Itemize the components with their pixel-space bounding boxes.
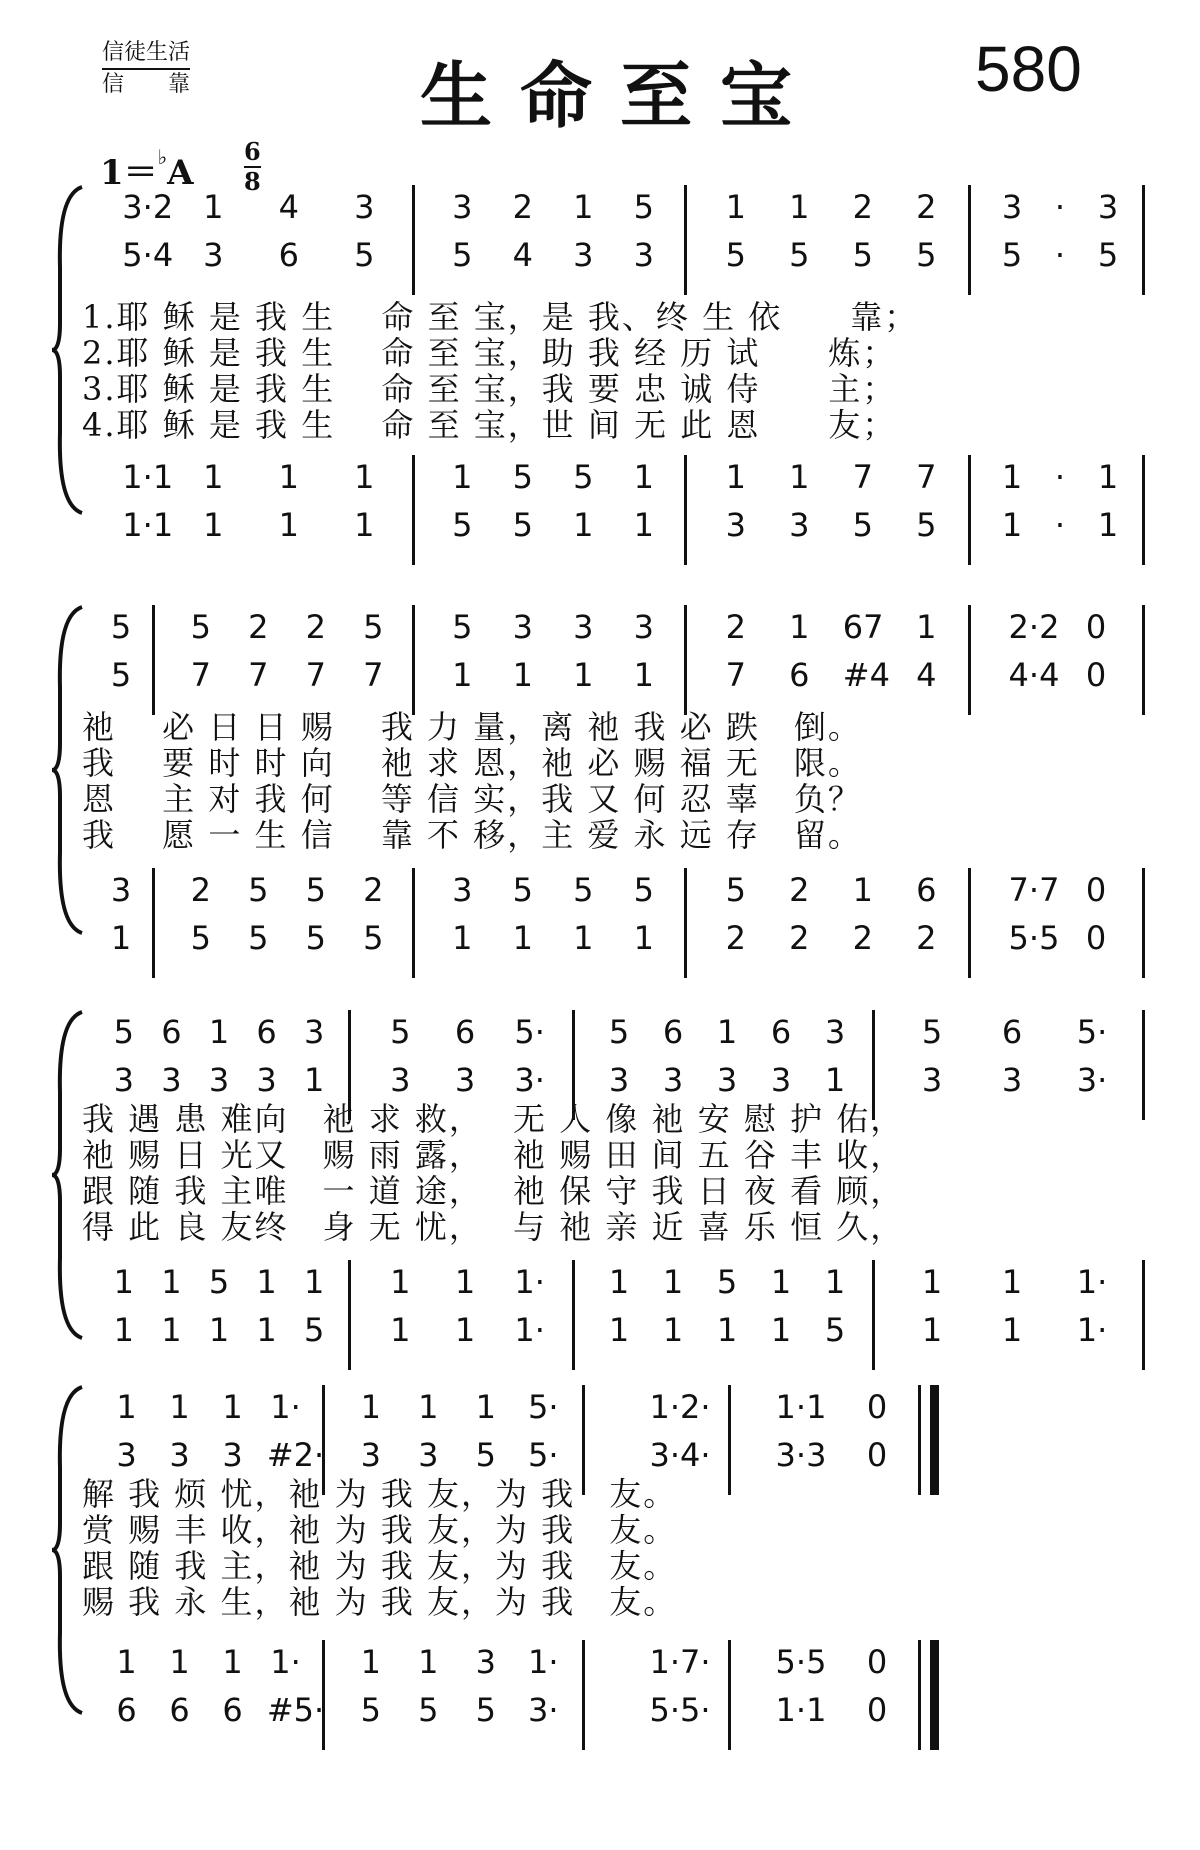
note-row	[0, 605, 1200, 649]
note: 3	[725, 506, 746, 544]
note: ·	[1054, 506, 1066, 544]
note: 1	[452, 656, 473, 694]
category-label	[102, 38, 190, 100]
note: 3	[256, 1061, 277, 1099]
note: 5	[916, 236, 937, 274]
note: 0	[1085, 656, 1107, 694]
note: 3	[354, 188, 375, 226]
note: 2	[916, 919, 937, 957]
note: 1	[354, 458, 375, 496]
note: 1	[1097, 506, 1119, 544]
note: 5·	[514, 1013, 545, 1051]
note: 1	[256, 1311, 277, 1349]
note: 5	[190, 608, 211, 646]
lyric-line: 2.耶 稣 是 我 生 命 至 宝，助 我 经 历 试 炼；	[82, 334, 897, 372]
note-row	[0, 653, 1200, 697]
note: 6	[256, 1013, 277, 1051]
note-row	[0, 1688, 1200, 1732]
note: 1	[304, 1263, 325, 1301]
lyric-line: 恩 主 对 我 何 等 信 实，我 又 何 忍 辜 负？	[82, 780, 862, 818]
note: 1	[725, 188, 746, 226]
note: 5·5	[775, 1643, 827, 1681]
lyric-line: 1.耶 稣 是 我 生 命 至 宝，是 我、终 生 依 靠；	[82, 298, 919, 336]
note-row	[0, 1640, 1200, 1684]
page-title: 生命至宝	[420, 53, 821, 138]
note-row	[0, 916, 1200, 960]
note: 3	[1097, 188, 1119, 226]
note: 7	[190, 656, 211, 694]
note: 1	[716, 1311, 738, 1349]
note: 5	[852, 236, 873, 274]
note: 2	[789, 919, 810, 957]
note: 6	[770, 1013, 792, 1051]
note: 4	[916, 656, 937, 694]
note: 3·2	[122, 188, 174, 226]
note: 1	[116, 1643, 137, 1681]
note: ·	[1054, 236, 1066, 274]
note: 0	[866, 1643, 888, 1681]
note: 1	[454, 1263, 476, 1301]
note: 6	[161, 1013, 182, 1051]
lyric-line: 4.耶 稣 是 我 生 命 至 宝，世 间 无 此 恩 友；	[82, 406, 897, 444]
note: 5	[360, 1691, 381, 1729]
note: 1	[633, 656, 654, 694]
note: 1	[573, 506, 594, 544]
note: 5	[354, 236, 375, 274]
note: 1	[278, 458, 299, 496]
note: 5	[512, 458, 533, 496]
note: 1·	[514, 1311, 545, 1349]
note: 3	[390, 1061, 411, 1099]
note: 7	[852, 458, 873, 496]
note-row	[0, 1010, 1200, 1054]
note: 6	[662, 1013, 684, 1051]
note: 5	[305, 919, 326, 957]
note: 1	[208, 1311, 230, 1349]
note: 2	[248, 608, 269, 646]
note: 5	[789, 236, 810, 274]
note-row	[0, 233, 1200, 277]
note: ·	[1054, 458, 1066, 496]
note: 1	[916, 608, 937, 646]
note: 6	[789, 656, 810, 694]
note: 2·2	[1008, 608, 1060, 646]
note: 5	[633, 871, 654, 909]
note: 1	[1001, 1263, 1023, 1301]
note: 1	[608, 1263, 630, 1301]
note: 6	[278, 236, 299, 274]
note: 1	[573, 656, 594, 694]
note: 3	[512, 608, 533, 646]
note: 1·1	[122, 506, 174, 544]
note: 5·5	[1008, 919, 1060, 957]
note: 1	[852, 871, 873, 909]
note: 3	[770, 1061, 792, 1099]
note: 5	[725, 871, 746, 909]
note: #4	[842, 656, 890, 694]
note: 1·1	[122, 458, 174, 496]
note: 5	[512, 871, 533, 909]
note: 5	[390, 1013, 411, 1051]
note: 3	[110, 871, 132, 909]
note: 1	[1097, 458, 1119, 496]
note: 1	[662, 1311, 684, 1349]
hymn-number: 580	[975, 33, 1082, 105]
note: 7	[305, 656, 326, 694]
note: 3	[633, 608, 654, 646]
note: 5	[475, 1436, 496, 1474]
note: 5	[608, 1013, 630, 1051]
note-row	[0, 185, 1200, 229]
key-note: A	[167, 153, 194, 193]
note: 5	[110, 656, 132, 694]
note: 0	[1085, 871, 1107, 909]
note: 1	[278, 506, 299, 544]
note: 5	[248, 871, 269, 909]
note: 1	[725, 458, 746, 496]
note: ·	[1054, 188, 1066, 226]
note: 7	[725, 656, 746, 694]
note: 1	[475, 1388, 496, 1426]
time-sig-bottom: 8	[244, 167, 261, 196]
note: 3	[1001, 188, 1023, 226]
note: 2	[190, 871, 211, 909]
note: 1	[1001, 1311, 1023, 1349]
note-row	[0, 1433, 1200, 1477]
note: 5·	[1076, 1013, 1108, 1051]
note: 2	[512, 188, 533, 226]
note: 1·	[514, 1263, 545, 1301]
note-row	[0, 1308, 1200, 1352]
note: 3	[608, 1061, 630, 1099]
note: 0	[866, 1436, 888, 1474]
note: 6	[454, 1013, 476, 1051]
note: #5·	[266, 1691, 325, 1729]
note: 3	[824, 1013, 846, 1051]
note: 1	[222, 1643, 243, 1681]
note: 5	[1097, 236, 1119, 274]
flat-icon: ♭	[157, 145, 168, 169]
note: 3·	[1076, 1061, 1108, 1099]
lyric-line: 解 我 烦 忧，祂 为 我 友，为 我 友。	[82, 1475, 678, 1513]
note: 2	[852, 188, 873, 226]
note: 3	[203, 236, 224, 274]
note: 5	[110, 608, 132, 646]
category-bottom: 信 靠	[102, 72, 191, 97]
note: 1	[113, 1263, 134, 1301]
note: 5	[512, 506, 533, 544]
key-label: 1＝	[100, 153, 158, 193]
note: 1	[203, 506, 224, 544]
note: 4	[278, 188, 299, 226]
note: 1	[169, 1643, 190, 1681]
note: 1	[789, 458, 810, 496]
note: 6	[116, 1691, 137, 1729]
note: 3	[662, 1061, 684, 1099]
note: 1	[256, 1263, 277, 1301]
note-row	[0, 455, 1200, 499]
note: 5	[363, 608, 384, 646]
note: 0	[866, 1691, 888, 1729]
note: 6	[1001, 1013, 1023, 1051]
note: 5·5·	[649, 1691, 711, 1729]
note: 1	[662, 1263, 684, 1301]
lyric-line: 我 愿 一 生 信 靠 不 移，主 爱 永 远 存 留。	[82, 816, 862, 854]
note: 67	[842, 608, 884, 646]
note: 1·	[1076, 1263, 1108, 1301]
note: 3	[116, 1436, 137, 1474]
note: 5·	[527, 1436, 559, 1474]
note: 3·	[514, 1061, 545, 1099]
note: 2	[363, 871, 384, 909]
note: 5	[852, 506, 873, 544]
note: 5	[916, 506, 937, 544]
note: 5	[304, 1311, 325, 1349]
note: 1	[208, 1013, 230, 1051]
note: 1	[824, 1263, 846, 1301]
note: 1	[304, 1061, 325, 1099]
note: 7·7	[1008, 871, 1060, 909]
note: 3	[573, 608, 594, 646]
note: 3	[475, 1643, 496, 1681]
note: 1	[418, 1643, 439, 1681]
note: 1	[116, 1388, 137, 1426]
note: 1	[633, 506, 654, 544]
lyric-line: 祂 赐 日 光又 赐 雨 露， 祂 赐 田 间 五 谷 丰 收，	[82, 1136, 905, 1174]
note: 1	[454, 1311, 476, 1349]
note: 3	[452, 188, 473, 226]
note: 7	[916, 458, 937, 496]
lyric-line: 赐 我 永 生，祂 为 我 友，为 我 友。	[82, 1583, 678, 1621]
note: 1	[161, 1311, 182, 1349]
note: 3	[633, 236, 654, 274]
note: 3	[789, 506, 810, 544]
note: 4·4	[1008, 656, 1060, 694]
note: 2	[916, 188, 937, 226]
note-row	[0, 1385, 1200, 1429]
lyric-line: 跟 随 我 主，祂 为 我 友，为 我 友。	[82, 1547, 678, 1585]
lyric-line: 3.耶 稣 是 我 生 命 至 宝，我 要 忠 诚 侍 主；	[82, 370, 897, 408]
note: 1	[512, 656, 533, 694]
note: 5	[418, 1691, 439, 1729]
note: 1·2·	[649, 1388, 711, 1426]
note: 7	[248, 656, 269, 694]
note: 5	[190, 919, 211, 957]
note: 5	[573, 871, 594, 909]
note: 1	[789, 608, 810, 646]
note: 3	[208, 1061, 230, 1099]
note: 5	[363, 919, 384, 957]
note: 2	[789, 871, 810, 909]
note: 5	[716, 1263, 738, 1301]
lyric-line: 祂 必 日 日 赐 我 力 量，离 祂 我 必 跌 倒。	[82, 708, 862, 746]
note: 1	[222, 1388, 243, 1426]
note-row	[0, 868, 1200, 912]
note: 1	[418, 1388, 439, 1426]
note: 3	[304, 1013, 325, 1051]
note: 5	[208, 1263, 230, 1301]
note: 1	[921, 1263, 943, 1301]
note: 2	[305, 608, 326, 646]
note: 3	[716, 1061, 738, 1099]
note: 1	[573, 188, 594, 226]
note: 1	[633, 919, 654, 957]
note: 3·3	[775, 1436, 827, 1474]
note: #2·	[266, 1436, 325, 1474]
note-row	[0, 1058, 1200, 1102]
note: 1	[203, 188, 224, 226]
note: 1	[633, 458, 654, 496]
note: 6	[169, 1691, 190, 1729]
note: 1	[203, 458, 224, 496]
note: 3	[418, 1436, 439, 1474]
note: 3	[113, 1061, 134, 1099]
note: 1·1	[775, 1388, 827, 1426]
note: 5	[452, 506, 473, 544]
note: 1	[770, 1263, 792, 1301]
note: 1·7·	[649, 1643, 711, 1681]
note: 1	[354, 506, 375, 544]
note: 5	[475, 1691, 496, 1729]
time-sig-top: 6	[244, 137, 261, 166]
note: 1	[716, 1013, 738, 1051]
note: 5	[305, 871, 326, 909]
note: 1·	[1076, 1311, 1108, 1349]
note: 5·4	[122, 236, 174, 274]
note-row	[0, 1260, 1200, 1304]
note: 6	[222, 1691, 243, 1729]
lyric-line: 跟 随 我 主唯 一 道 途， 祂 保 守 我 日 夜 看 顾，	[82, 1172, 905, 1210]
note: 1	[824, 1061, 846, 1099]
note: 1	[452, 919, 473, 957]
lyric-line: 赏 赐 丰 收，祂 为 我 友，为 我 友。	[82, 1511, 678, 1549]
note-row	[0, 503, 1200, 547]
note: 5	[725, 236, 746, 274]
note: 1	[161, 1263, 182, 1301]
note: 1	[113, 1311, 134, 1349]
note: 1	[921, 1311, 943, 1349]
note: 5	[113, 1013, 134, 1051]
lyric-line: 我 遇 患 难向 祂 求 救， 无 人 像 祂 安 慰 护 佑，	[82, 1100, 905, 1138]
note: 3	[360, 1436, 381, 1474]
note: 5	[452, 608, 473, 646]
note: 1	[512, 919, 533, 957]
note: 5·	[527, 1388, 559, 1426]
note: 3	[454, 1061, 476, 1099]
note: 0	[1085, 919, 1107, 957]
note: 1	[1001, 506, 1023, 544]
note: 3	[921, 1061, 943, 1099]
note: 1	[360, 1388, 381, 1426]
note: 1·1	[775, 1691, 827, 1729]
note: 5	[633, 188, 654, 226]
note: 1	[608, 1311, 630, 1349]
note: 3·	[527, 1691, 559, 1729]
note: 5	[452, 236, 473, 274]
note: 3	[169, 1436, 190, 1474]
note: 1	[770, 1311, 792, 1349]
note: 2	[725, 919, 746, 957]
note: 5	[1001, 236, 1023, 274]
note: 1	[789, 188, 810, 226]
note: 3	[161, 1061, 182, 1099]
note: 1	[390, 1263, 411, 1301]
note: 1	[360, 1643, 381, 1681]
lyric-line: 得 此 良 友终 身 无 忧， 与 祂 亲 近 喜 乐 恒 久，	[82, 1208, 905, 1246]
note: 1	[390, 1311, 411, 1349]
note: 3·4·	[649, 1436, 711, 1474]
note: 0	[866, 1388, 888, 1426]
note: 3	[222, 1436, 243, 1474]
note: 7	[363, 656, 384, 694]
note: 5	[824, 1311, 846, 1349]
note: 1	[1001, 458, 1023, 496]
note: 1	[452, 458, 473, 496]
note: 1	[573, 919, 594, 957]
note: 3	[452, 871, 473, 909]
note: 3	[1001, 1061, 1023, 1099]
category-top: 信徒生活	[102, 38, 190, 70]
note: 5	[248, 919, 269, 957]
note: 0	[1085, 608, 1107, 646]
note: 2	[852, 919, 873, 957]
note: 1·	[270, 1643, 301, 1681]
note: 1	[110, 919, 132, 957]
note: 1	[169, 1388, 190, 1426]
note: 4	[512, 236, 533, 274]
note: 3	[573, 236, 594, 274]
note: 1·	[270, 1388, 301, 1426]
lyric-line: 我 要 时 时 向 祂 求 恩，祂 必 赐 福 无 限。	[82, 744, 862, 782]
note: 1·	[527, 1643, 559, 1681]
note: 6	[916, 871, 937, 909]
note: 2	[725, 608, 746, 646]
note: 5	[573, 458, 594, 496]
note: 5	[921, 1013, 943, 1051]
